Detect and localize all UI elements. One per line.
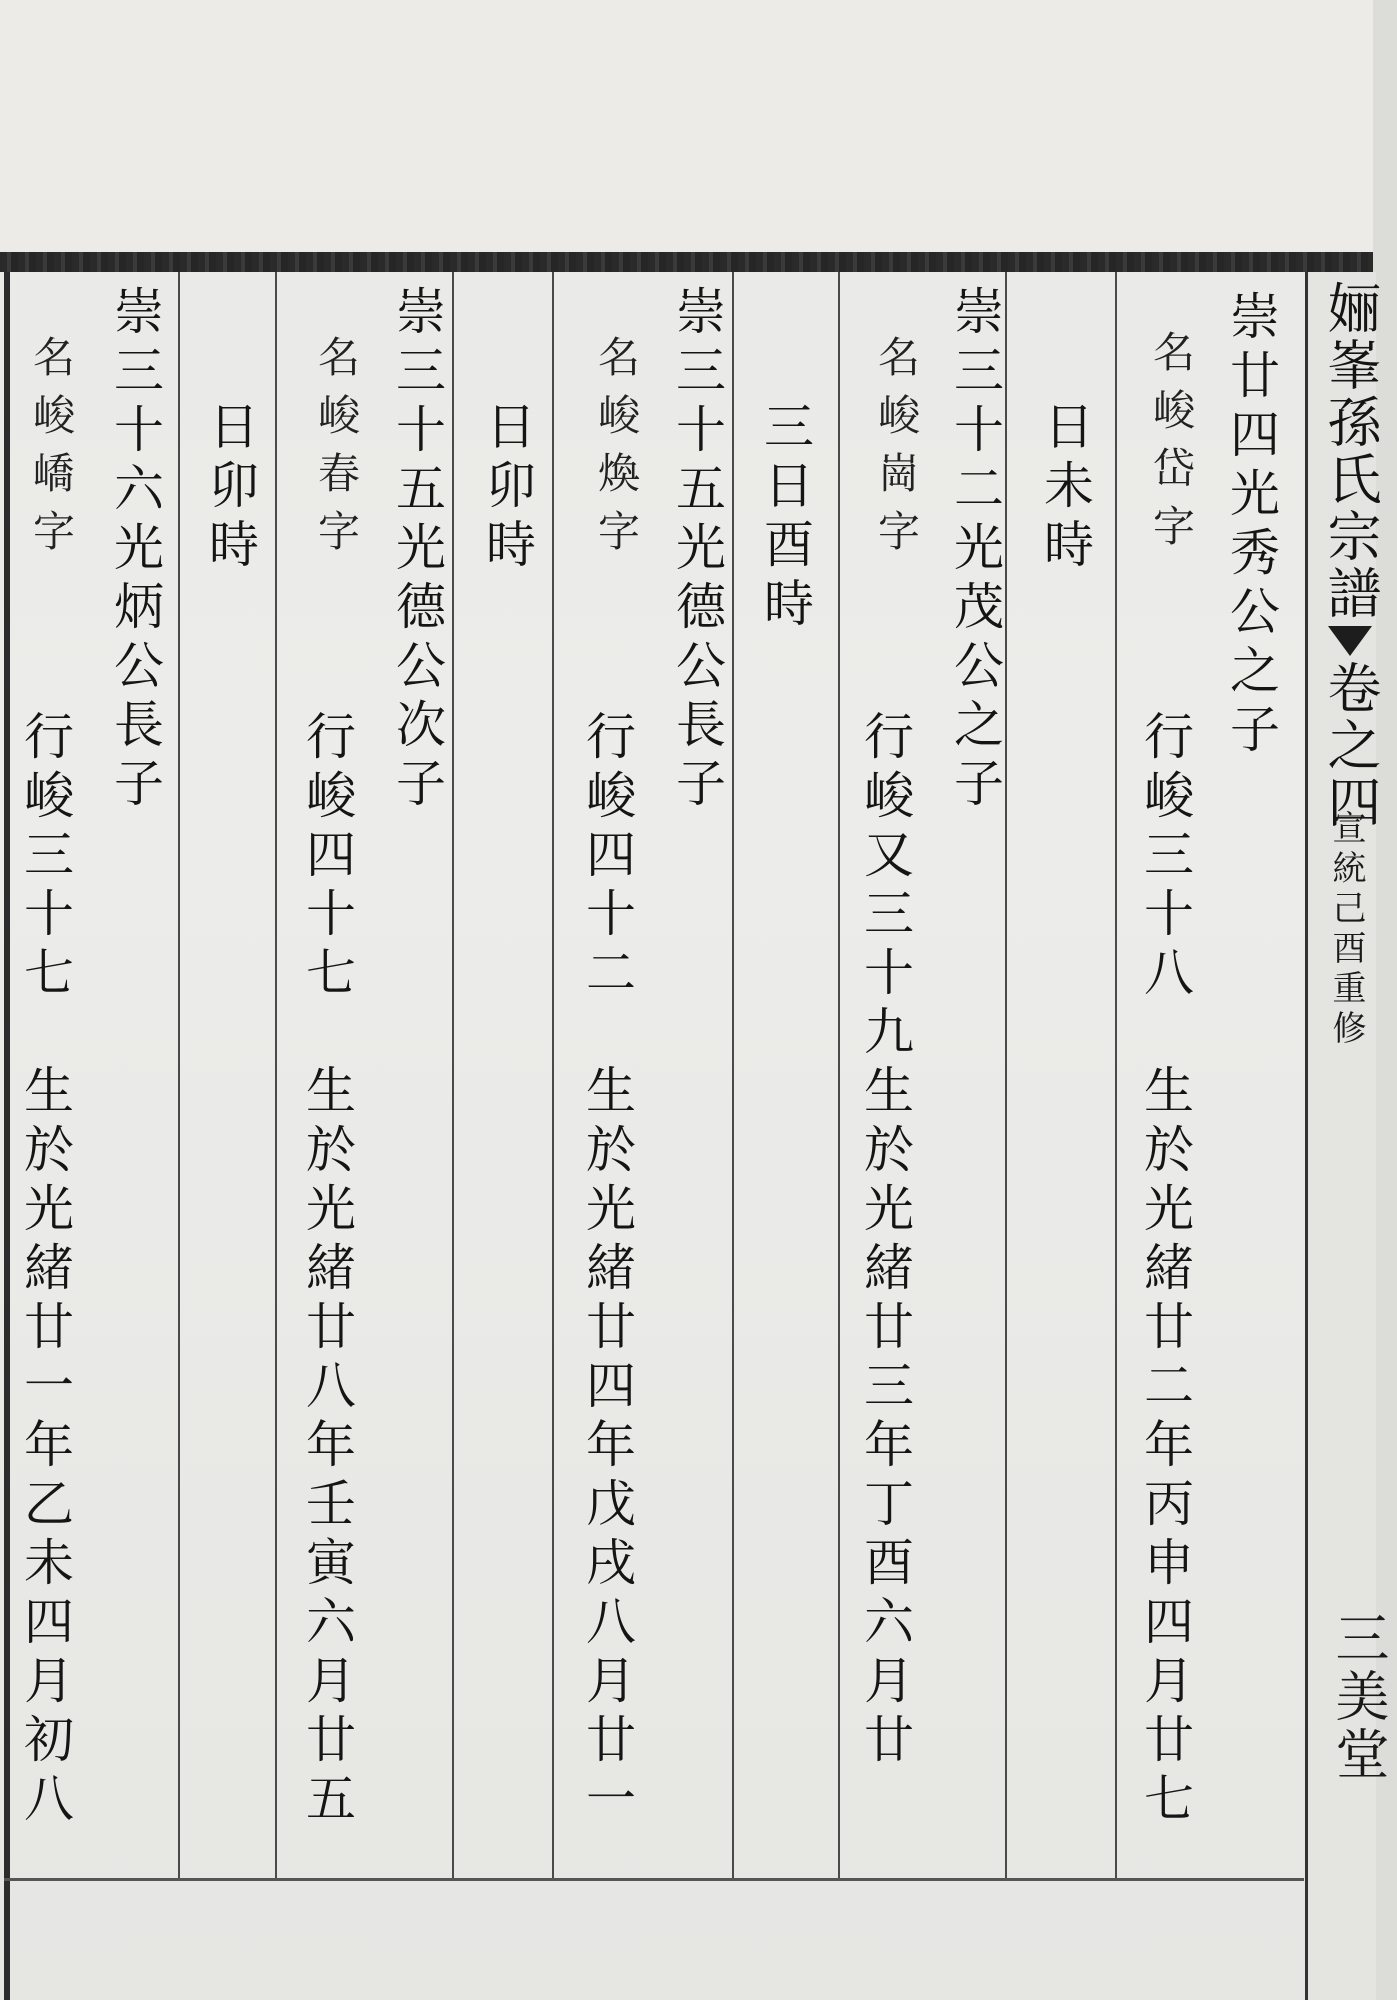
column-rule <box>178 272 180 1878</box>
column-rule <box>275 272 277 1878</box>
entry-continuation: 日卯時 <box>201 400 259 577</box>
entry-name: 名峻岱字 <box>1147 330 1196 562</box>
entry-text: 行峻四十七 生於光緒廿八年壬寅六月廿五 <box>298 710 356 1831</box>
title-text: 㛤峯孫氏宗譜 <box>1319 280 1382 622</box>
entry-heading: 崇三十五光德公長子 <box>668 285 726 816</box>
entry-name: 名峻春字 <box>312 335 361 567</box>
column-rule <box>732 272 734 1878</box>
entry-text: 行峻又三十九生於光緒廿三年丁酉六月廿 <box>856 710 914 1772</box>
entry-text: 行峻三十八 生於光緒廿二年丙申四月廿七 <box>1136 710 1194 1831</box>
column-rule <box>552 272 554 1878</box>
entry-heading: 崇三十五光德公次子 <box>388 285 446 816</box>
top-border <box>0 252 1373 272</box>
entry-name: 名峻煥字 <box>592 335 641 567</box>
volume-label: 卷之四 <box>1319 660 1382 831</box>
edition-note: 宣統己酉重修 <box>1326 810 1366 1050</box>
column-rule <box>838 272 840 1878</box>
entry-heading: 崇廿四光秀公之子 <box>1222 290 1280 762</box>
book-title <box>1312 280 1389 831</box>
column-rule <box>1115 272 1117 1878</box>
entry-text: 行峻四十二 生於光緒廿四年戊戌八月廿一 <box>578 710 636 1831</box>
fishtail-mark <box>1328 626 1372 656</box>
entry-continuation: 三日酉時 <box>756 400 814 636</box>
entry-name: 名峻嶠字 <box>27 335 76 567</box>
left-border <box>4 272 10 2000</box>
top-margin <box>0 0 1373 250</box>
entry-continuation: 日卯時 <box>478 400 536 577</box>
entry-heading: 崇三十二光茂公之子 <box>946 285 1004 816</box>
entry-name: 名峻崗字 <box>872 335 921 567</box>
column-rule <box>452 272 454 1878</box>
column-rule <box>1005 272 1007 1878</box>
entry-heading: 崇三十六光炳公長子 <box>106 285 164 816</box>
entry-text: 行峻三十七 生於光緒廿一年乙未四月初八 <box>16 710 74 1831</box>
bottom-border <box>4 1878 1304 1881</box>
entry-continuation: 日未時 <box>1036 400 1094 577</box>
hall-name: 三美堂 <box>1327 1610 1390 1784</box>
